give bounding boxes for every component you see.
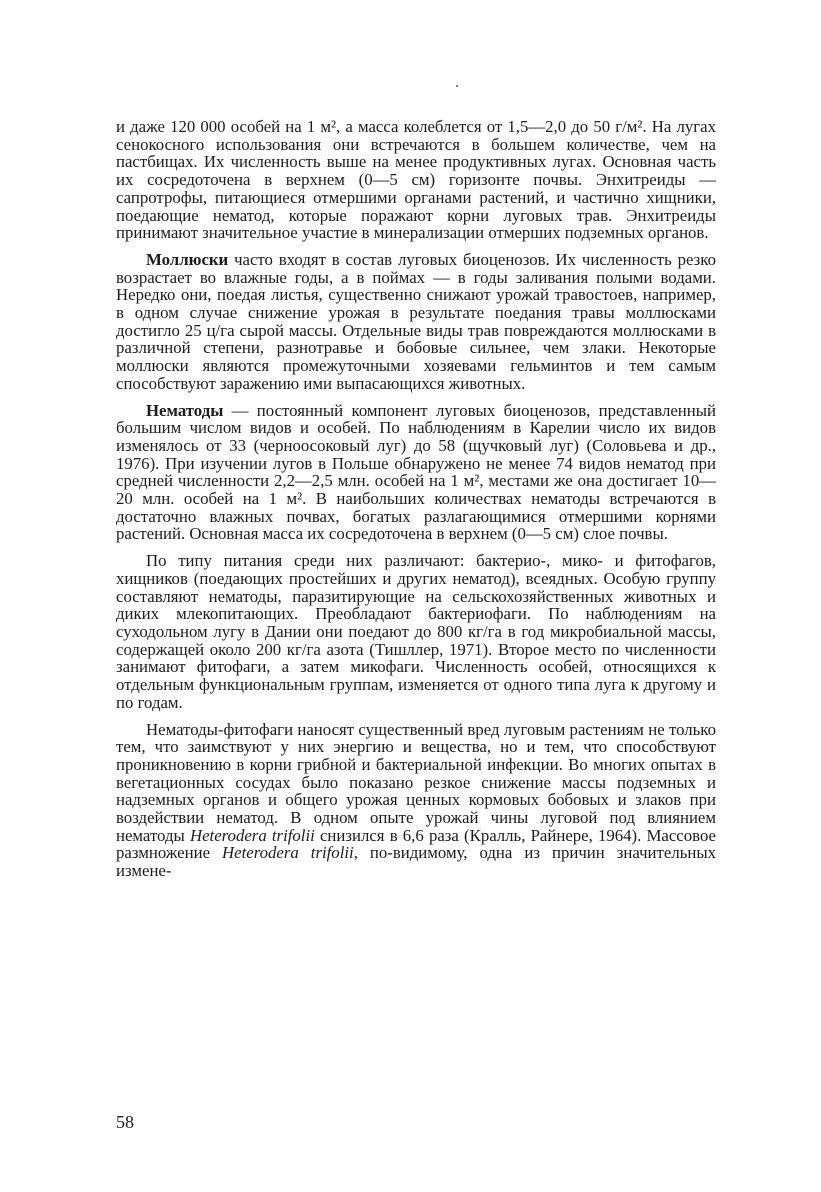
paragraph-feeding-types xyxy=(116,552,716,711)
paragraph-text: По типу питания среди них различают: бактерио-, мико- и фитофагов, хищников (поедающих простейших и других нематод), всеядных. Особую группу составляют нематоды, паразитирующие на сельскохозяйственных животных и диких млекопитающих. Преобладают бактериофаги. По наблюдениям на суходольном лугу в Дании они поедают до 800 кг/га в год микробиальной массы, содержащей около 200 кг/га азота (Тишллер, 1971). Второе место по численности занимают фитофаги, а затем микофаги. Численность особей, относящихся к отдельным функциональным группам, изменяется от одного типа луга к другому и по годам. xyxy=(116,551,716,712)
paragraph-enchytraeids xyxy=(116,118,716,242)
paragraph-text: и даже 120 000 особей на 1 м², а масса колеблется от 1,5—2,0 до 50 г/м². На лугах сенокосного использования они встречаются в большем количестве, чем на пастбищах. Их численность выше на менее продуктивных лугах. Основная часть их сосредоточена в верхнем (0—5 см) горизонте почвы. Энхитреиды — сапротрофы, питающиеся отмершими органами растений, и частично хищники, поедающие нематод, которые поражают корни луговых трав. Энхитреиды принимают значительное участие в минерализации отмерших подземных органов. xyxy=(116,117,716,243)
paper-speck xyxy=(456,85,458,87)
paragraph-text: , по-видимому, одна из причин значительных измене- xyxy=(116,843,716,881)
paragraph-text: часто входят в состав луговых биоценозов. Их численность резко возрастает во влажные годы, а в поймах — в годы заливания полыми водами. Нередко они, поедая листья, существенно снижают урожай травостоев, например, в одном случае снижение урожая в результате поедания травы моллюсками достигло 25 ц/га сырой массы. Отдельные виды трав повреждаются моллюсками в различной степени, разнотравье и бобовые сильнее, чем злаки. Некоторые моллюски являются промежуточными хозяевами гельминтов и тем самым способствуют заражению ими выпасающихся животных. xyxy=(116,249,716,393)
paragraph-text: снизился в 6,6 раза (Кралль, Райнере, 1964). Массовое размножение xyxy=(116,825,717,863)
paragraph-text: Нематоды-фитофаги наносят существенный вред луговым растениям не только тем, что заимствуют у них энергию и вещества, но и тем, что способствуют проникновению в корни грибной и бактериальной инфекции. Во многих опытах в вегетационных сосудах было показано резкое снижение массы подземных и надземных органов и общего урожая ценных кормовых бобовых и злаков при воздействии нематод. В одном опыте урожай чины луговой под влиянием нематоды xyxy=(116,719,716,845)
paragraph-molluscs xyxy=(116,251,716,393)
paragraph-text: — постоянный компонент луговых биоценозов, представленный большим числом видов и особей. По наблюдениям в Карелии число их видов изменялось от 33 (черноосоковый луг) до 58 (щучковый луг) (Соловьева и др., 1976). При изучении лугов в Польше обнаружено не менее 74 видов нематод при средней численности 2,2—2,5 млн. особей на 1 м², местами же она достигает 10—20 млн. особей на 1 м². В наибольших количествах нематоды встречаются в достаточно влажных почвах, богатых разлагающимися отмершими корнями растений. Основная масса их сосредоточена в верхнем (0—5 см) слое почвы. xyxy=(116,400,716,544)
page-number: 58 xyxy=(116,1112,134,1132)
document-body xyxy=(116,118,716,880)
paragraph-lead-term: Нематоды xyxy=(146,400,224,420)
paragraph-lead-term: Моллюски xyxy=(146,249,229,269)
paragraph-phytophages xyxy=(116,721,716,880)
species-name: Heterodera trifolii xyxy=(189,825,315,845)
species-name: Heterodera trifolii xyxy=(222,843,354,863)
paragraph-nematodes xyxy=(116,402,716,544)
